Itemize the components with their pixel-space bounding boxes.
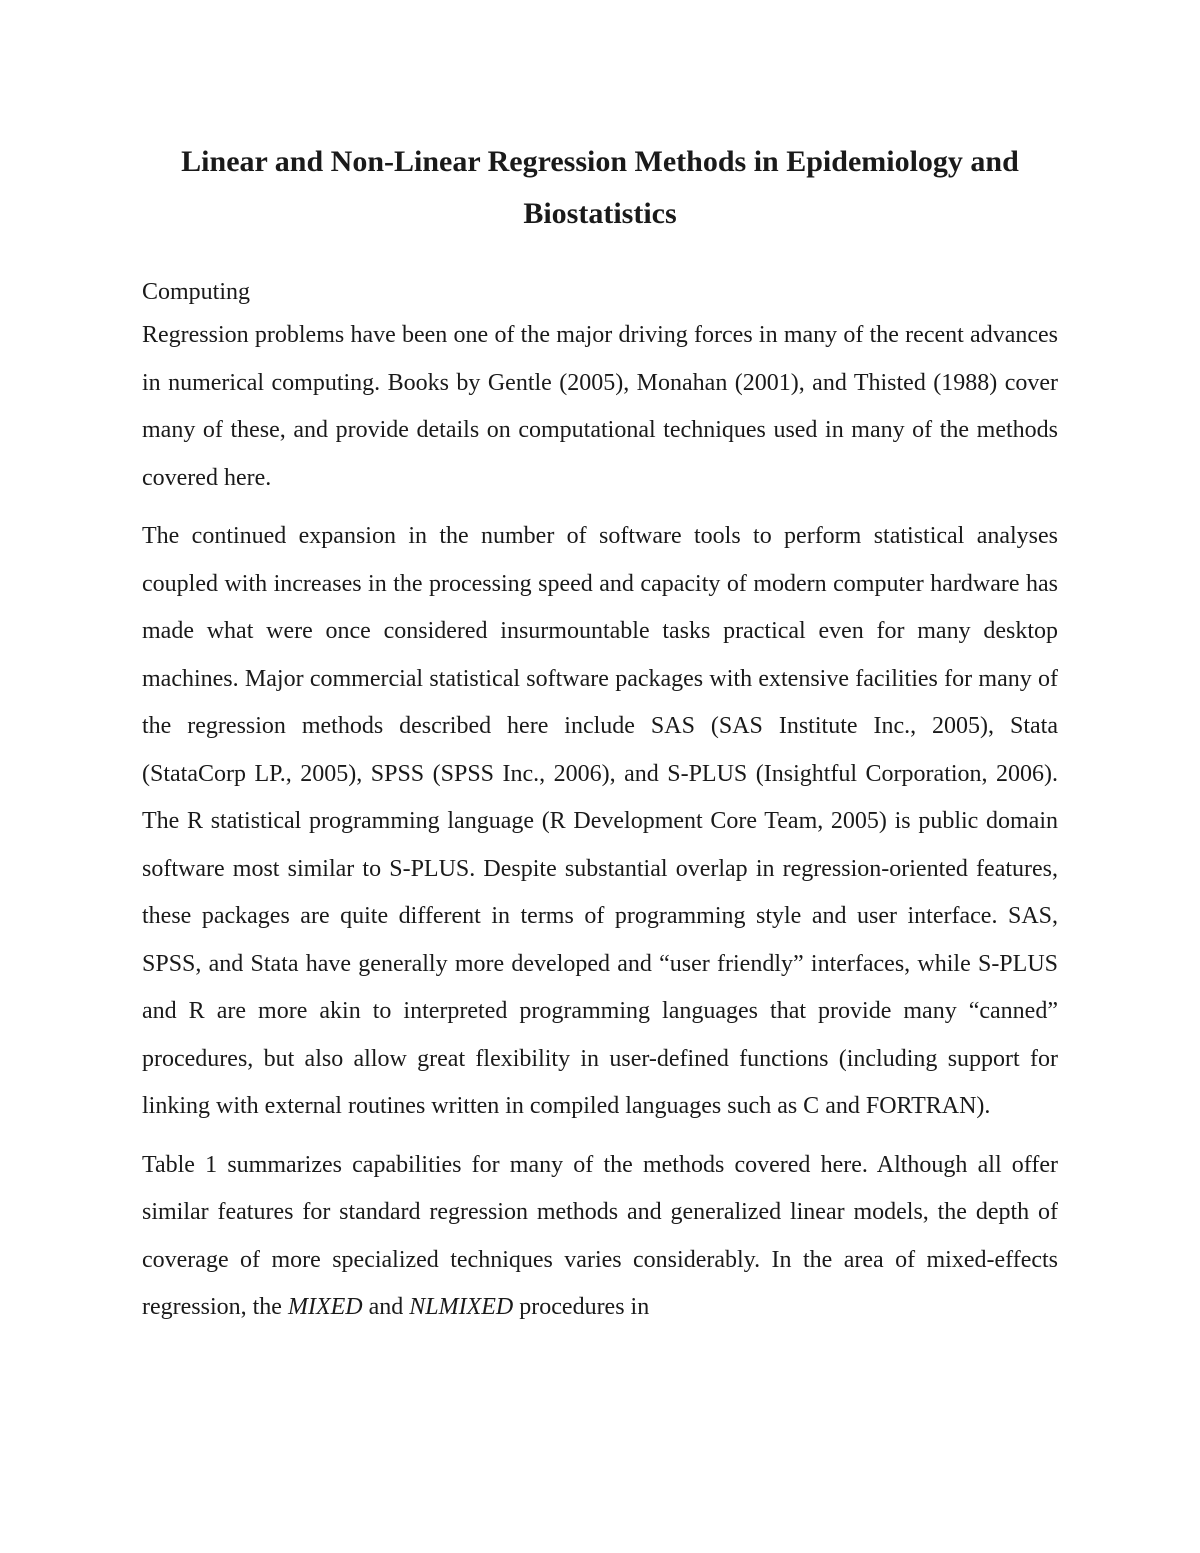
paragraph-2: The continued expansion in the number of software tools to perform statistical analyses coupled with increases in the processing speed and capacity of modern computer hardware has made what were once considered insurmountable tasks practical even for many desktop machines. Major commercial statistical software packages with extensive facilities for many of the regression methods described here include SAS (SAS Institute Inc., 2005), Stata (StataCorp LP., 2005), SPSS (SPSS Inc., 2006), and S-PLUS (Insightful Corporation, 2006). The R statistical programming language (R Development Core Team, 2005) is public domain software most similar to S-PLUS. Despite substantial overlap in regression-oriented features, these packages are quite different in terms of programming style and user interface. SAS, SPSS, and Stata have generally more developed and “user friendly” interfaces, while S-PLUS and R are more akin to interpreted programming languages that provide many “canned” procedures, but also allow great flexibility in user-defined functions (including support for linking with external routines written in compiled languages such as C and FORTRAN). [142,523,1058,1119]
paragraph-3-text-middle: and [362,1294,410,1320]
paragraph-3-text-before: Table 1 summarizes capabilities for many of the methods covered here. Although all offer similar features for standard regression methods and generalized linear models, the depth of coverage of more specialized techniques varies considerably. In the area of mixed-effects regression, the [142,1151,1058,1320]
nlmixed-procedure-name: NLMIXED [409,1294,514,1320]
paragraph-3 [142,1142,1058,1332]
mixed-procedure-name: MIXED [287,1294,363,1320]
section-heading: Computing [142,279,251,305]
paragraph-3-text-after: procedures in [513,1294,650,1320]
paragraph-1: Regression problems have been one of the major driving forces in many of the recent advances in numerical computing. Books by Gentle (2005), Monahan (2001), and Thisted (1988) cover many of these, and provide details on computational techniques used in many of the methods covered here. [142,322,1058,491]
document-title: Linear and Non-Linear Regression Methods in Epidemiology and Biostatistics [181,145,1019,230]
document-body [142,272,1058,1332]
